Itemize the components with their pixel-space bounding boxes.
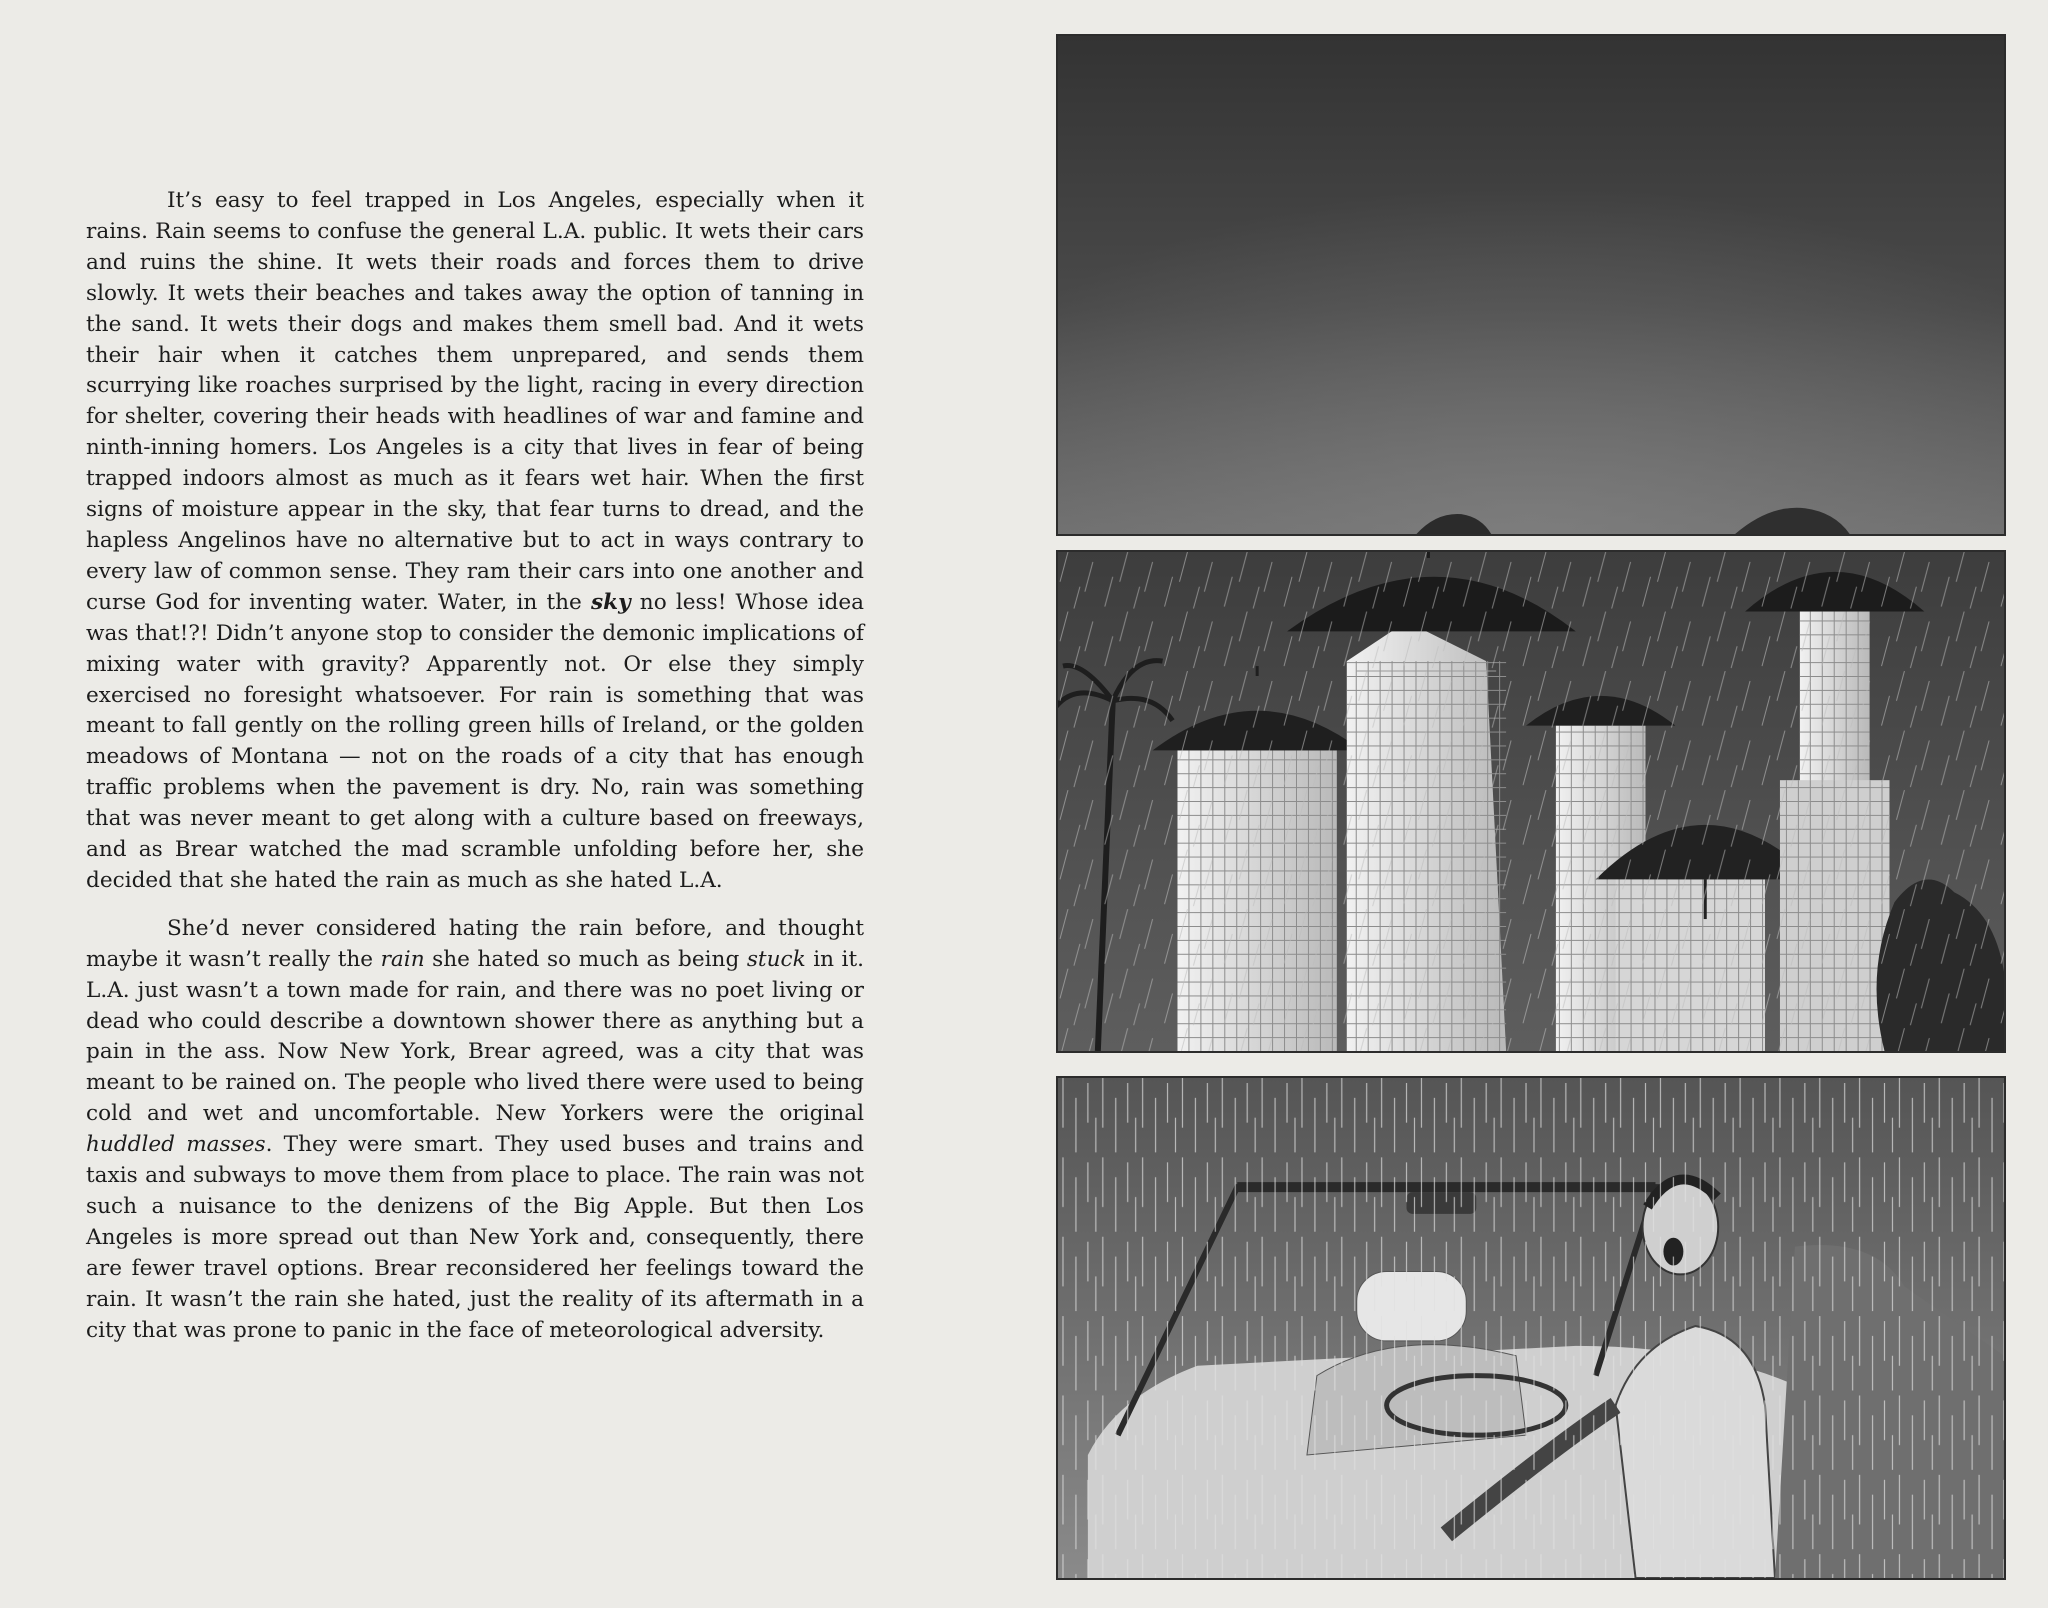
panel-umbrella-skyscrapers xyxy=(1056,550,2006,1053)
paragraph-2-text-d: . They were smart. They used buses and trains and taxis and subways to move them from place to place. The rain was not such a nuisance to the denizens of the Big Apple. But then Los Angeles is more spread out than New York and, consequently, there are fewer travel options. Brear reconsidered her feelings toward the rain. It wasn’t the rain she hated, just the reality of its aftermath in a city that was prone to panic in the face of meteorological adversity. xyxy=(86,1132,864,1343)
umbrella-skyscrapers-illustration xyxy=(1058,552,2004,1051)
paragraph-2-text-b: she hated so much as being xyxy=(424,946,747,972)
emphasis-rain: rain xyxy=(380,946,425,972)
emphasis-stuck: stuck xyxy=(746,946,806,972)
paragraph-2-text-c: in it. L.A. just wasn’t a town made for rain, and there was no poet living or dead who could describe a downtown shower there as anything but a pain in the ass. Now New York, Brear agreed, was a city that was meant to be rained on. The people who lived there were used to being cold and wet and uncomfortable. New Yorkers were the original xyxy=(86,946,864,1127)
storm-sky-illustration xyxy=(1058,36,2004,534)
panel-storm-sky xyxy=(1056,34,2006,536)
emphasis-sky: sky xyxy=(590,589,631,615)
paragraph-2-text-a: She’d never considered hating the rain before, and thought maybe it wasn’t really the xyxy=(86,915,864,972)
convertible-rain-illustration xyxy=(1058,1078,2004,1578)
paragraph-1-text-b: no less! Whose idea was that!?! Didn’t anyone stop to consider the demonic implications of mixing water with gravity? Apparently not. Or else they simply exercised no foresight whatsoever. For rain is something that was meant to fall gently on the rolling green hills of Ireland, or the golden meadows of Montana — not on the roads of a city that has enough traffic problems when the pavement is dry. No, rain was something that was never meant to get along with a culture based on freeways, and as Brear watched the mad scramble unfolding before her, she decided that she hated the rain as much as she hated L.A. xyxy=(86,589,864,893)
paragraph-1-text-a: It’s easy to feel trapped in Los Angeles, especially when it rains. Rain seems to confuse the general L.A. public. It wets their cars and ruins the shine. It wets their roads and forces them to drive slowly. It wets their beaches and takes away the option of tanning in the sand. It wets their dogs and makes them smell bad. And it wets their hair when it catches them unprepared, and sends them scurrying like roaches surprised by the light, racing in every direction for shelter, covering their heads with headlines of war and famine and ninth-inning homers. Los Angeles is a city that lives in fear of being trapped indoors almost as much as it fears wet hair. When the first signs of moisture appear in the sky, that fear turns to dread, and the hapless Angelinos have no alternative but to act in ways contrary to every law of common sense. They ram their cars into one another and curse God for inventing water. Water, in the xyxy=(86,188,864,615)
emphasis-huddled-masses: huddled masses xyxy=(86,1132,266,1158)
panel-convertible-rain xyxy=(1056,1076,2006,1580)
